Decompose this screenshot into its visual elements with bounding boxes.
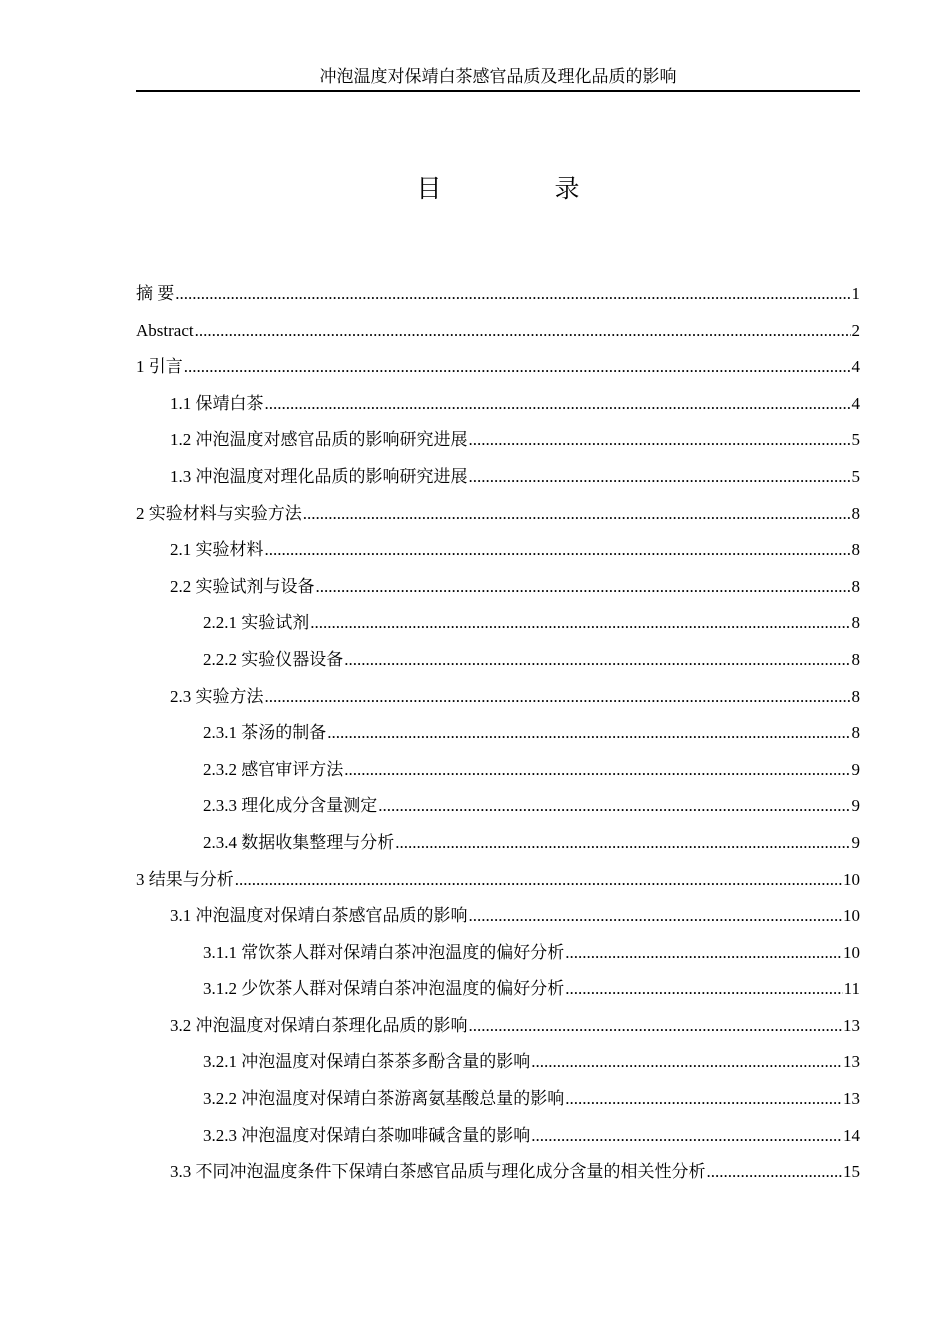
toc-entry[interactable] — [136, 532, 860, 569]
toc-entry-text: 摘 要 — [136, 284, 175, 303]
toc-page-number: 8 — [851, 540, 860, 560]
toc-page-number: 9 — [851, 796, 860, 816]
toc-entry-text: 3.2.3 冲泡温度对保靖白茶咖啡碱含量的影响 — [203, 1125, 531, 1145]
toc-dot-leader — [378, 788, 850, 824]
toc-page-number: 11 — [843, 979, 860, 999]
toc-page-number: 10 — [843, 906, 860, 926]
toc-page-number: 4 — [851, 357, 860, 377]
toc-page-number: 1 — [851, 284, 860, 303]
toc-entry-text: 2.3.4 数据收集整理与分析 — [203, 832, 395, 852]
toc-page-number: 10 — [843, 869, 860, 889]
toc-entry-text: 2.3 实验方法 — [170, 686, 264, 706]
toc-entry[interactable] — [136, 752, 860, 789]
toc-entry-text: 3.1.2 少饮茶人群对保靖白茶冲泡温度的偏好分析 — [203, 979, 565, 999]
toc-page-number: 8 — [851, 576, 860, 596]
toc-dot-leader — [469, 898, 843, 934]
toc-entry-text: 2 实验材料与实验方法 — [136, 503, 302, 523]
toc-dot-leader — [184, 349, 851, 385]
toc-page-number: 10 — [843, 942, 860, 962]
toc-page-number: 8 — [851, 649, 860, 669]
toc-entry[interactable] — [136, 1008, 860, 1045]
toc-entry[interactable] — [136, 715, 860, 752]
toc-entry[interactable] — [136, 679, 860, 716]
toc-dot-leader — [310, 605, 850, 641]
toc-page-number: 8 — [851, 503, 860, 523]
toc-entry-text: 2.3.1 茶汤的制备 — [203, 723, 327, 743]
toc-entry-text: 3 结果与分析 — [136, 869, 234, 889]
toc-entry[interactable] — [136, 935, 860, 972]
running-header: 冲泡温度对保靖白茶感官品质及理化品质的影响 — [319, 67, 677, 86]
toc-dot-leader — [565, 971, 842, 1007]
toc-dot-leader — [469, 422, 851, 458]
toc-entry[interactable] — [136, 788, 860, 825]
toc-entry[interactable] — [136, 642, 860, 679]
toc-entry[interactable] — [136, 1118, 860, 1155]
toc-entry[interactable] — [136, 349, 860, 386]
toc-entry[interactable] — [136, 605, 860, 642]
toc-entry-text: 2.3.2 感官审评方法 — [203, 759, 344, 779]
toc-dot-leader — [531, 1118, 842, 1154]
toc-dot-leader — [265, 386, 851, 422]
toc-entry-text: 2.3.3 理化成分含量测定 — [203, 796, 378, 816]
toc-dot-leader — [195, 313, 851, 349]
toc-entry[interactable] — [136, 825, 860, 862]
toc-page-number: 9 — [851, 832, 860, 852]
toc-title: 目 录 — [416, 176, 624, 203]
toc-entry[interactable] — [136, 496, 860, 533]
toc-dot-leader — [469, 1008, 843, 1044]
toc-dot-leader — [175, 276, 850, 312]
toc-entry[interactable] — [136, 386, 860, 423]
toc-page-number: 8 — [851, 613, 860, 633]
toc-dot-leader — [327, 715, 850, 751]
toc-dot-leader — [265, 679, 851, 715]
toc-page-number: 5 — [851, 466, 860, 486]
toc-entry-text: 2.2.2 实验仪器设备 — [203, 649, 344, 669]
toc-entry-text: 3.2.1 冲泡温度对保靖白茶茶多酚含量的影响 — [203, 1052, 531, 1072]
toc-entry[interactable] — [136, 459, 860, 496]
toc-entry[interactable] — [136, 313, 860, 350]
toc-dot-leader — [303, 496, 851, 532]
toc-page-number: 4 — [851, 393, 860, 413]
toc-entry[interactable] — [136, 1154, 860, 1191]
toc-entry-text: 3.3 不同冲泡温度条件下保靖白茶感官品质与理化成分含量的相关性分析 — [170, 1162, 706, 1182]
toc-entry[interactable] — [136, 971, 860, 1008]
toc-dot-leader — [344, 752, 850, 788]
toc-dot-leader — [316, 569, 851, 605]
toc-page-number: 8 — [851, 686, 860, 706]
toc-page-number: 13 — [843, 1052, 860, 1072]
toc-entry-text: 1.1 保靖白茶 — [170, 393, 264, 413]
toc-dot-leader — [265, 532, 851, 568]
toc-entry-text: 1.2 冲泡温度对感官品质的影响研究进展 — [170, 430, 468, 450]
toc-dot-leader — [531, 1044, 842, 1080]
toc-page-number: 9 — [851, 759, 860, 779]
toc-entry[interactable] — [136, 276, 860, 313]
toc-dot-leader — [565, 1081, 842, 1117]
toc-dot-leader — [344, 642, 850, 678]
toc-entry[interactable] — [136, 569, 860, 606]
header-rule — [136, 90, 860, 92]
toc-dot-leader — [565, 935, 842, 971]
toc-page-number: 5 — [851, 430, 860, 450]
toc-entry[interactable] — [136, 1081, 860, 1118]
toc-entry[interactable] — [136, 422, 860, 459]
table-of-contents — [136, 276, 860, 1191]
toc-page-number: 13 — [843, 1015, 860, 1035]
toc-page-number: 8 — [851, 723, 860, 743]
toc-entry[interactable] — [136, 898, 860, 935]
toc-page-number: 14 — [843, 1125, 860, 1145]
toc-dot-leader — [395, 825, 850, 861]
toc-entry-text: 3.2.2 冲泡温度对保靖白茶游离氨基酸总量的影响 — [203, 1089, 565, 1109]
toc-entry-text: 1 引言 — [136, 357, 183, 377]
toc-page-number: 15 — [843, 1162, 860, 1182]
toc-entry-text: 2.2 实验试剂与设备 — [170, 576, 315, 596]
toc-entry[interactable] — [136, 862, 860, 899]
toc-dot-leader — [707, 1154, 843, 1190]
toc-entry-text: 2.1 实验材料 — [170, 540, 264, 560]
toc-entry-text: 2.2.1 实验试剂 — [203, 613, 310, 633]
toc-dot-leader — [235, 862, 842, 898]
toc-page-number: 2 — [851, 320, 860, 340]
toc-entry[interactable] — [136, 1044, 860, 1081]
toc-entry-text: 3.1 冲泡温度对保靖白茶感官品质的影响 — [170, 906, 468, 926]
toc-dot-leader — [469, 459, 851, 495]
toc-page-number: 13 — [843, 1089, 860, 1109]
toc-entry-text: 3.2 冲泡温度对保靖白茶理化品质的影响 — [170, 1015, 468, 1035]
toc-entry-text: Abstract — [136, 320, 194, 340]
toc-entry-text: 3.1.1 常饮茶人群对保靖白茶冲泡温度的偏好分析 — [203, 942, 565, 962]
toc-entry-text: 1.3 冲泡温度对理化品质的影响研究进展 — [170, 466, 468, 486]
